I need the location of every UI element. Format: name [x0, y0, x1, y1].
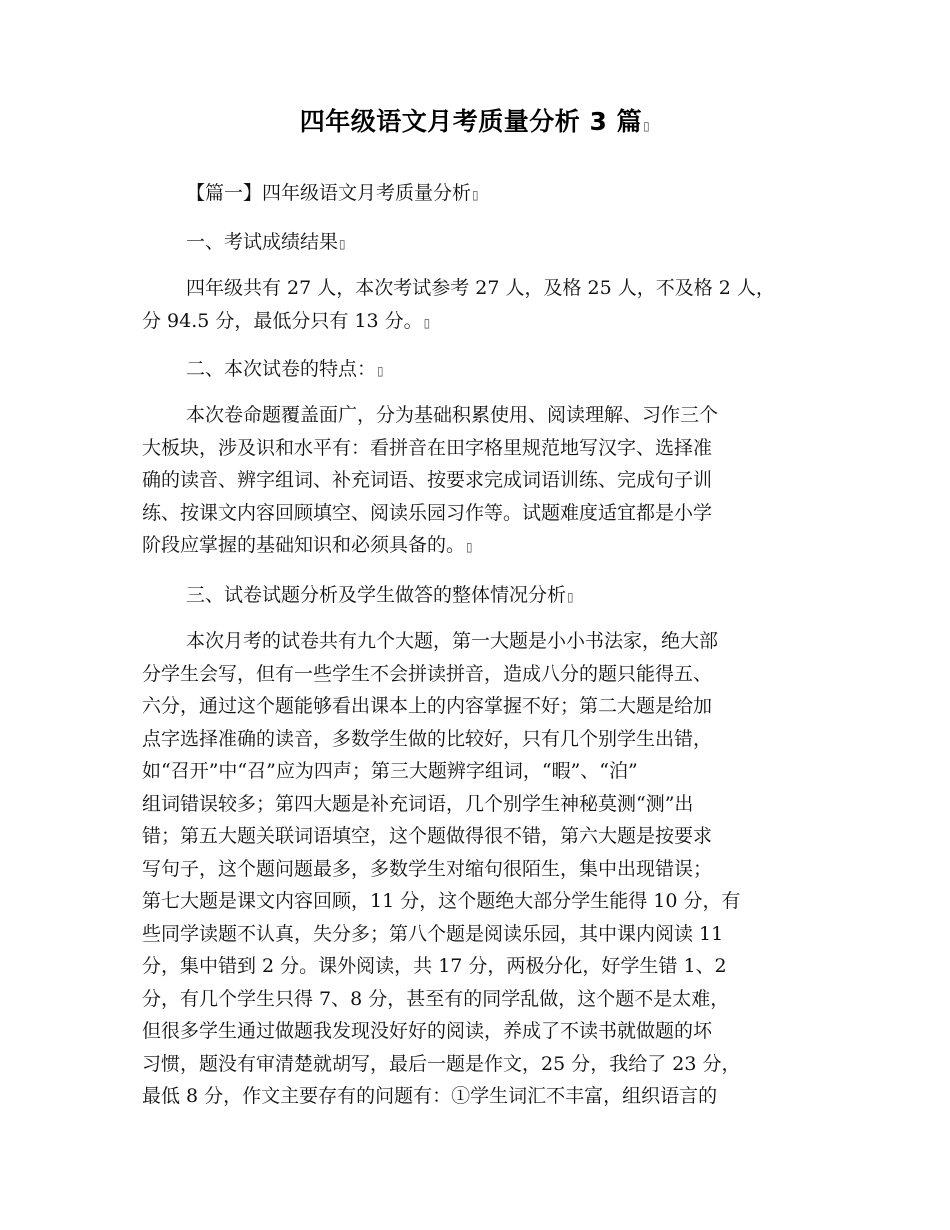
paragraph-line: 最低 8 分，作文主要存有的问题有：①学生词汇不丰富，组织语言的 [142, 1085, 718, 1107]
heading-analysis [186, 580, 574, 612]
paragraph-mark-icon: ▯ [339, 237, 346, 251]
paragraph-line: 六分，通过这个题能够看出课本上的内容掌握不好；第二大题是给加 [142, 695, 713, 717]
paragraph-line: 本次卷命题覆盖面广，分为基础积累使用、阅读理解、习作三个 [186, 404, 719, 426]
paragraph-line: 习惯，题没有审清楚就胡写，最后一题是作文，25 分，我给了 23 分， [142, 1052, 741, 1075]
paragraph-exam-results [142, 272, 802, 339]
paragraph-line: 本次月考的试卷共有九个大题，第一大题是小小书法家，绝大部 [186, 630, 719, 652]
title-text: 四年级语文月考质量分析 3 篇 [299, 107, 643, 136]
paragraph-line: 写句子，这个题问题最多，多数学生对缩句很陌生，集中出现错误； [142, 857, 713, 880]
paragraph-mark-icon: ▯ [466, 540, 473, 554]
paragraph-paper-features [142, 399, 802, 564]
heading-text: 一、考试成绩结果 [186, 231, 339, 253]
paragraph-line: 些同学读题不认真，失分多；第八个题是阅读乐园，其中课内阅读 11 [142, 922, 724, 945]
paragraph-mark-icon: ▯ [472, 188, 479, 202]
paragraph-line: 组词错误较多；第四大题是补充词语，几个别学生神秘莫测“测”出 [142, 792, 694, 815]
heading-paper-features [186, 354, 384, 386]
paragraph-line: 点字选择准确的读音，多数学生做的比较好，只有几个别学生出错， [142, 727, 713, 750]
heading-text: 三、试卷试题分析及学生做答的整体情况分析 [186, 584, 567, 606]
paragraph-line: 如“召开”中“召”应为四声；第三大题辨字组词，“暇”、“泊” [142, 760, 638, 782]
paragraph-line: 第七大题是课文内容回顾，11 分，这个题绝大部分学生能得 10 分，有 [142, 890, 741, 912]
document-title [0, 104, 950, 144]
section-heading [186, 178, 479, 210]
paragraph-line: 大板块，涉及识和水平有：看拼音在田字格里规范地写汉字、选择准 [142, 436, 713, 459]
paragraph-analysis [142, 625, 802, 1113]
paragraph-mark-icon: ▯ [567, 590, 574, 604]
paragraph-mark-icon: ▯ [643, 119, 651, 133]
paragraph-line: 分学生会写，但有一些学生不会拼读拼音，造成八分的题只能得五、 [142, 662, 713, 685]
paragraph-mark-icon: ▯ [377, 364, 384, 378]
section-heading-text: 【篇一】四年级语文月考质量分析 [186, 182, 472, 204]
paragraph-line: 但很多学生通过做题我发现没好好的阅读，养成了不读书就做题的坏 [142, 1020, 713, 1042]
paragraph-line: 确的读音、辨字组词、补充词语、按要求完成词语训练、完成句子训 [142, 469, 713, 491]
paragraph-line: 分，集中错到 2 分。课外阅读，共 17 分，两极分化，好学生错 1、2 [142, 955, 727, 977]
paragraph-line: 练、按课文内容回顾填空、阅读乐园习作等。试题难度适宜都是小学 [142, 501, 713, 524]
paragraph-mark-icon: ▯ [423, 315, 431, 330]
paragraph-line: 分，有几个学生只得 7、8 分，甚至有的同学乱做，这个题不是太难， [142, 987, 730, 1010]
heading-exam-results [186, 227, 346, 259]
paragraph-line: 阶段应掌握的基础知识和必须具备的。▯ [142, 534, 473, 556]
paragraph-line: 分 94.5 分，最低分只有 13 分。▯ [142, 309, 431, 332]
paragraph-line: 错；第五大题关联词语填空，这个题做得很不错，第六大题是按要求 [142, 825, 713, 847]
paragraph-line: 四年级共有 27 人，本次考试参考 27 人，及格 25 人，不及格 2 人， [186, 277, 775, 299]
heading-text: 二、本次试卷的特点： [186, 358, 377, 380]
